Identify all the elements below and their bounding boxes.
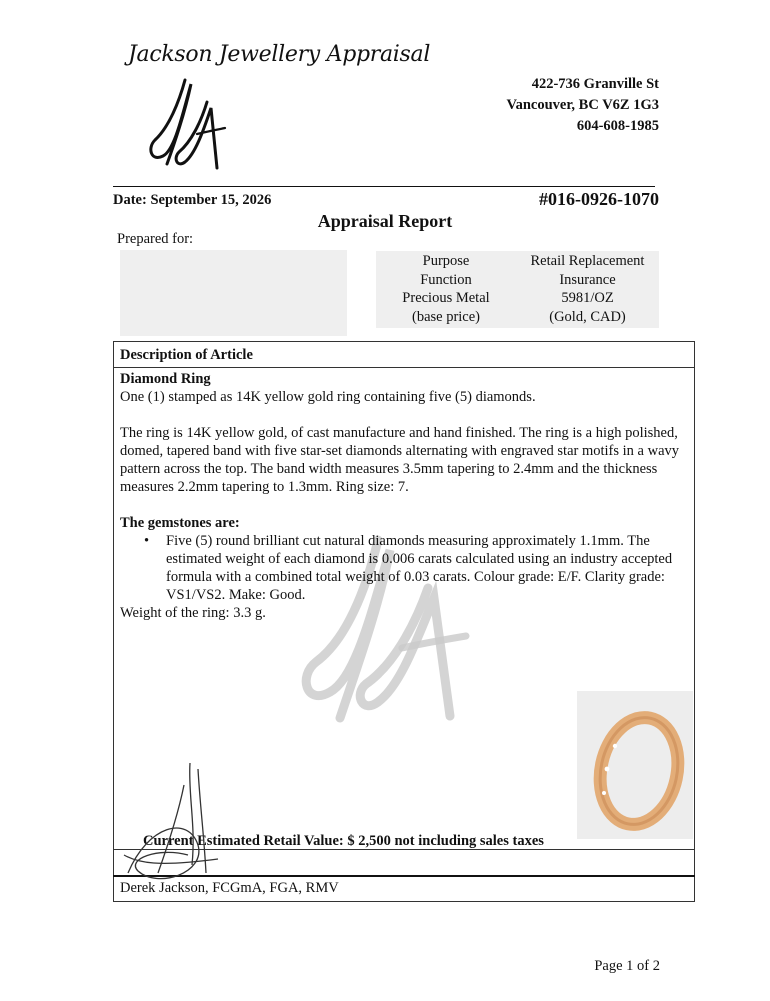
gemstone-list-item [144, 532, 690, 604]
purpose-label: Purpose [422, 253, 470, 269]
report-title: Appraisal Report [317, 211, 453, 231]
base-price-label: (base price) [411, 308, 481, 325]
item-summary: One (1) stamped as 14K yellow gold ring containing five (5) diamonds. [120, 389, 536, 405]
estimated-retail-value: Current Estimated Retail Value: $ 2,500 not including sales taxes [143, 833, 544, 849]
jj-monogram-logo [145, 72, 235, 177]
report-number: #016-0926-1070 [539, 189, 659, 209]
base-price-value: (Gold, CAD) [549, 308, 626, 325]
address-line-2: Vancouver, BC V6Z 1G3 [506, 97, 659, 113]
company-address [506, 74, 659, 137]
precious-metal-value: 5981/OZ [561, 290, 614, 306]
company-name: Jackson Jewellery Appraisal [128, 42, 431, 67]
purpose-labels [376, 251, 516, 328]
appraiser-name: Derek Jackson, FCGmA, FGA, RMV [120, 880, 339, 896]
purpose-value: Retail Replacement [530, 253, 645, 269]
article-header-label: Description of Article [120, 347, 253, 363]
client-info-box [120, 250, 347, 336]
purpose-values [516, 251, 659, 328]
function-label: Function [420, 271, 472, 288]
bullet-icon: • [144, 533, 150, 549]
header-rule [113, 186, 655, 187]
page-number: Page 1 of 2 [594, 958, 660, 974]
gemstones-heading: The gemstones are: [120, 515, 240, 531]
purpose-box [376, 251, 659, 328]
precious-metal-label: Precious Metal [402, 290, 490, 306]
address-line-1: 422-736 Granville St [531, 76, 659, 92]
article-body [120, 370, 690, 622]
report-date: Date: September 15, 2026 [113, 192, 272, 208]
ring-photo [577, 691, 693, 839]
item-description: The ring is 14K yellow gold, of cast manufacture and hand finished. The ring is a high polished, domed, tapered band with five star-set diamonds alternating with engraved star motifs in a wavy pattern across the top. The band width measures 3.5mm tapering to 2.4mm and the thickness measures 2.2mm tapering to 1.3mm. Ring size: 7. [120, 425, 680, 495]
gemstone-text: Five (5) round brilliant cut natural diamonds measuring approximately 1.1mm. The estimated weight of each diamond is 0.006 carats calculated using an industry accepted formula with a combined total weight of 0.03 carats. Colour grade: E/F. Clarity grade: VS1/VS2. Make: Good. [166, 533, 673, 603]
function-value: Insurance [559, 271, 616, 288]
item-title: Diamond Ring [120, 371, 211, 387]
handwritten-signature [118, 755, 228, 895]
prepared-for-label: Prepared for: [117, 231, 194, 247]
ring-weight: Weight of the ring: 3.3 g. [120, 605, 266, 621]
article-header-row [114, 342, 694, 368]
phone-number: 604-608-1985 [576, 118, 659, 134]
